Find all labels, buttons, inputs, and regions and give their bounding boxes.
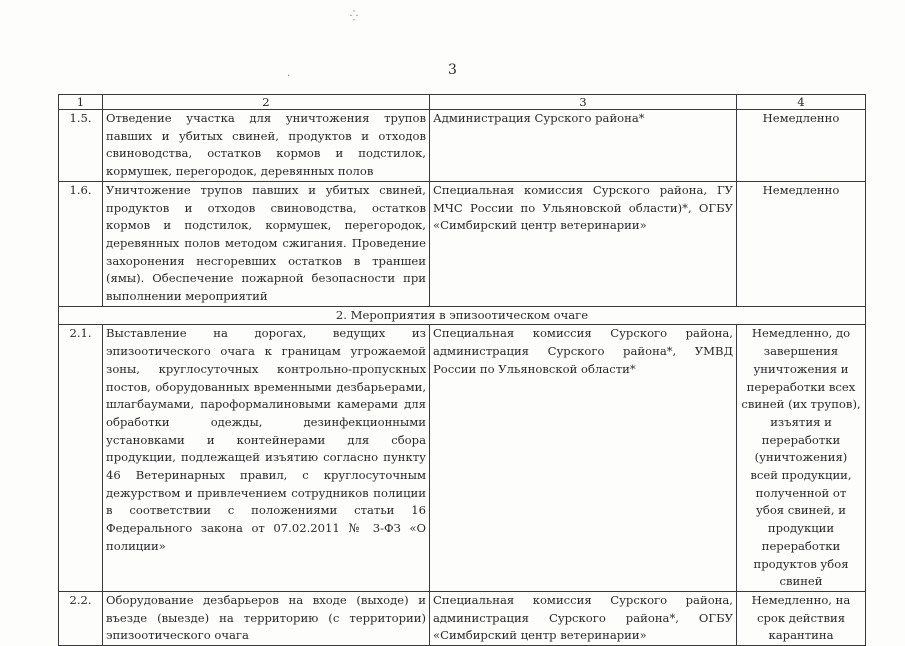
row-term: Немедленно [737, 181, 866, 306]
scan-speck: ⁛ [350, 11, 358, 22]
row-task: Уничтожение трупов павших и убитых свиней, продуктов и отходов свиноводства, остатков кормов и подстилок, кормушек, перегородок, деревянных полов методом сжигания. Проведение захоронения несгоревших остатков в траншеи (ямы). Обеспечение пожарной безопасности при выполнении мероприятий [103, 181, 430, 306]
table-row [59, 591, 866, 645]
table-row [59, 181, 866, 306]
row-number: 2.1. [59, 325, 103, 592]
section-title: 2. Мероприятия в эпизоотическом очаге [59, 306, 866, 325]
scan-speck: · [287, 71, 291, 82]
column-header: 1 [59, 95, 103, 110]
column-header: 2 [103, 95, 430, 110]
column-header: 4 [737, 95, 866, 110]
page-number: 3 [448, 62, 457, 78]
row-responsible: Специальная комиссия Сурского района, администрация Сурского района*, УМВД России по Ульяновской области* [430, 325, 737, 592]
row-term: Немедленно, до завершения уничтожения и переработки всех свиней (их трупов), изъятия и переработки (уничтожения) всей продукции, полученной от убоя свиней, и продукции переработки продуктов убоя свиней [737, 325, 866, 592]
row-term: Немедленно, на срок действия карантина [737, 591, 866, 645]
row-number: 1.6. [59, 181, 103, 306]
row-responsible: Администрация Сурского района* [430, 110, 737, 182]
row-task: Оборудование дезбарьеров на входе (выходе) и въезде (выезде) на территорию (с территории) эпизоотического очага [103, 591, 430, 645]
row-number: 1.5. [59, 110, 103, 182]
row-task: Отведение участка для уничтожения трупов павших и убитых свиней, продуктов и отходов свиноводства, остатков кормов и подстилок, кормушек, перегородок, деревянных полов [103, 110, 430, 182]
table-row [59, 110, 866, 182]
row-number: 2.2. [59, 591, 103, 645]
row-task: Выставление на дорогах, ведущих из эпизоотического очага к границам угрожаемой зоны, круглосуточных контрольно-пропускных постов, оборудованных временными дезбарьерами, шлагбаумами, пароформалиновыми камерами для обработки одежды, дезинфекционными установками и контейнерами для сбора продукции, подлежащей изъятию согласно пункту 46 Ветеринарных правил, с круглосуточным дежурством и привлечением сотрудников полиции в соответствии с положениями статьи 16 Федерального закона от 07.02.2011 № 3-ФЗ «О полиции» [103, 325, 430, 592]
row-responsible: Специальная комиссия Сурского района, администрация Сурского района*, ОГБУ «Симбирский центр ветеринарии» [430, 591, 737, 645]
column-header: 3 [430, 95, 737, 110]
row-term: Немедленно [737, 110, 866, 182]
measures-table [58, 94, 866, 646]
row-responsible: Специальная комиссия Сурского района, ГУ МЧС России по Ульяновской области)*, ОГБУ «Симбирский центр ветеринарии» [430, 181, 737, 306]
table-row [59, 325, 866, 592]
section-row [59, 306, 866, 325]
table-header-row [59, 95, 866, 110]
